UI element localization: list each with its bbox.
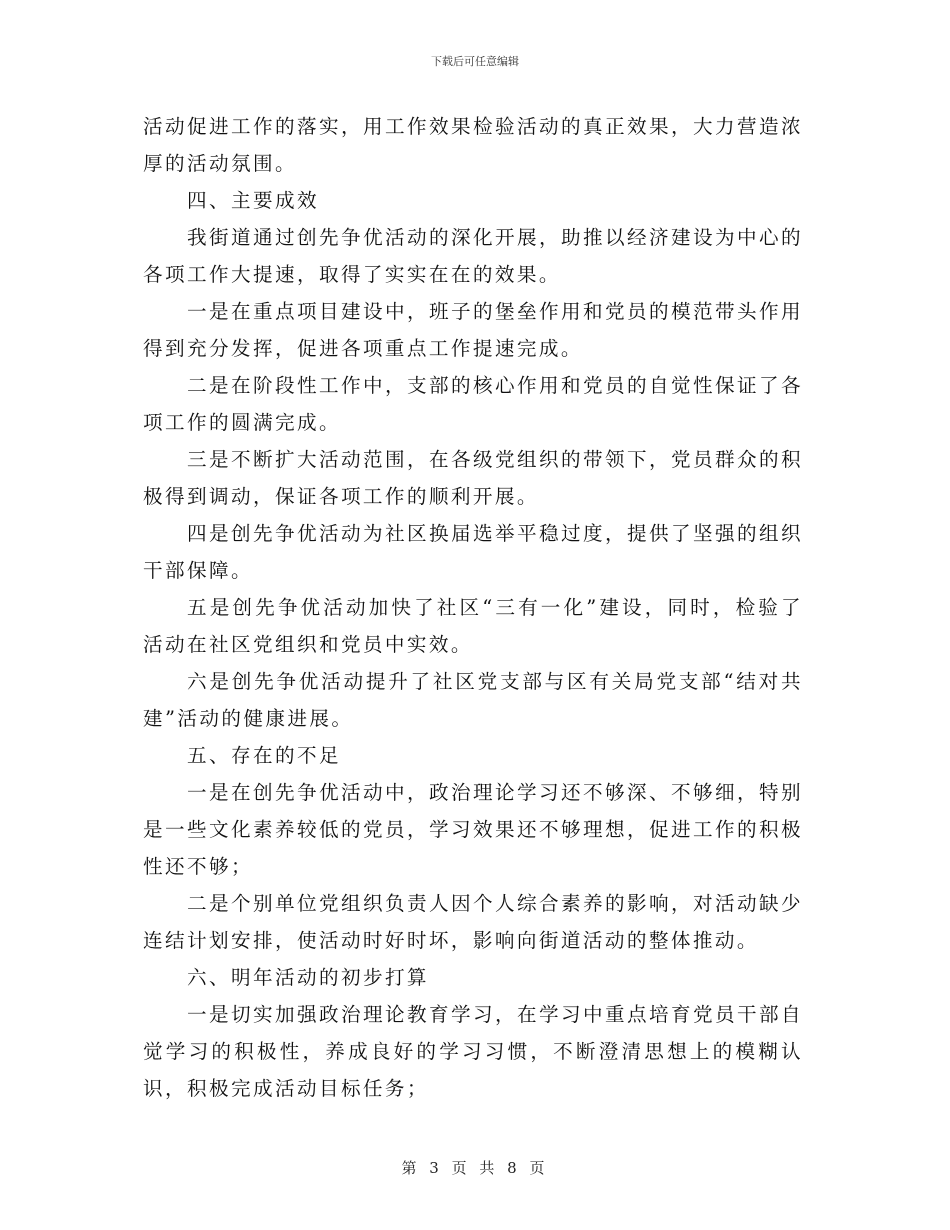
section-heading-plans: 六、明年活动的初步打算 bbox=[187, 966, 429, 989]
body-text bbox=[143, 108, 803, 1107]
page-header: 下载后可任意编辑 bbox=[431, 55, 519, 68]
paragraph-4: 二是在阶段性工作中，支部的核心作用和党员的自觉性保证了各项工作的圆满完成。 bbox=[143, 374, 803, 434]
paragraph-8: 六是创先争优活动提升了社区党支部与区有关局党支部“结对共建”活动的健康进展。 bbox=[143, 670, 803, 730]
paragraph-3: 一是在重点项目建设中，班子的堡垒作用和党员的模范带头作用得到充分发挥，促进各项重点工作提速完成。 bbox=[143, 300, 803, 360]
paragraph-6: 四是创先争优活动为社区换届选举平稳过度，提供了坚强的组织干部保障。 bbox=[143, 522, 803, 582]
paragraph-11: 二是个别单位党组织负责人因个人综合素养的影响，对活动缺少连结计划安排，使活动时好时坏，影响向街道活动的整体推动。 bbox=[143, 892, 803, 952]
paragraph-2: 我街道通过创先争优活动的深化开展，助推以经济建设为中心的各项工作大提速，取得了实实在在的效果。 bbox=[143, 226, 803, 286]
paragraph-5: 三是不断扩大活动范围，在各级党组织的带领下，党员群众的积极得到调动，保证各项工作的顺利开展。 bbox=[143, 448, 803, 508]
paragraph-0: 活动促进工作的落实，用工作效果检验活动的真正效果，大力营造浓厚的活动氛围。 bbox=[143, 115, 803, 175]
section-heading-results: 四、主要成效 bbox=[187, 189, 319, 212]
section-heading-shortcomings: 五、存在的不足 bbox=[187, 744, 341, 767]
page-footer: 第 3 页 共 8 页 bbox=[401, 1159, 549, 1177]
paragraph-7: 五是创先争优活动加快了社区“三有一化”建设，同时，检验了活动在社区党组织和党员中实效。 bbox=[143, 596, 803, 656]
paragraph-10: 一是在创先争优活动中，政治理论学习还不够深、不够细，特别是一些文化素养较低的党员，学习效果还不够理想，促进工作的积极性还不够； bbox=[143, 781, 803, 878]
paragraph-13: 一是切实加强政治理论教育学习，在学习中重点培育党员干部自觉学习的积极性，养成良好的学习习惯，不断澄清思想上的模糊认识，积极完成活动目标任务； bbox=[143, 1003, 803, 1100]
